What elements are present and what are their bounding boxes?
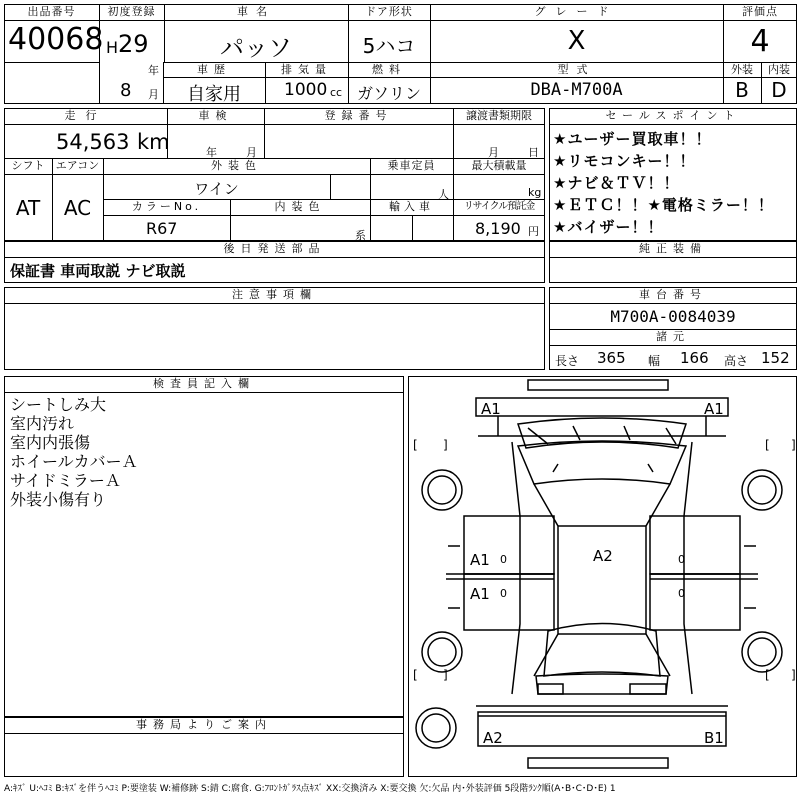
capacity-label: 乗車定員 xyxy=(387,159,436,172)
score-label: 評価点 xyxy=(742,5,778,18)
sales-point-item: ★ユーザー買取車！！ xyxy=(553,130,712,148)
damage-mark-rear-right: B1 xyxy=(704,729,724,747)
year-unit: 年 xyxy=(148,64,159,77)
mileage-unit: km xyxy=(137,130,170,154)
width: 166 xyxy=(680,349,709,367)
first-reg-month: 8 xyxy=(120,80,132,101)
displacement: 1000 xyxy=(284,80,328,100)
inspection-month-unit: 月 xyxy=(246,146,257,159)
chassis-label: 車台番号 xyxy=(639,288,707,301)
bracket-right-icon: [ xyxy=(765,438,770,452)
history-label: 車歴 xyxy=(197,63,231,76)
transfer-day-unit: 日 xyxy=(528,146,539,159)
grade: X xyxy=(567,26,586,56)
damage-mark-roof: A2 xyxy=(593,547,613,565)
damage-mark-left-front-door: A1 xyxy=(470,551,490,569)
length: 365 xyxy=(597,349,626,367)
recycle-label: リサイクル預託金 xyxy=(463,201,535,212)
roof-panel xyxy=(512,442,692,694)
load-unit: kg xyxy=(528,186,542,199)
door-type: 5ハコ xyxy=(362,34,416,58)
lot-no: 40068 xyxy=(8,22,104,57)
door-handle-mark: 0 xyxy=(678,587,685,600)
bracket-left-icon: [ xyxy=(413,668,418,682)
import-label: 輸入車 xyxy=(389,200,434,213)
color-no-label: カラーNo. xyxy=(131,200,202,213)
damage-mark-left-rear-door: A1 xyxy=(470,585,490,603)
displacement-unit: cc xyxy=(330,86,343,99)
right-side-doors xyxy=(650,516,758,630)
inspector-notes xyxy=(10,395,138,509)
parts-value: 保証書 車両取説 ナビ取説 xyxy=(10,262,186,280)
caution-label: 注意事項欄 xyxy=(232,288,317,301)
sales-point-label: セールスポイント xyxy=(605,109,741,122)
car-name-label: 車名 xyxy=(237,5,275,18)
interior-grade: D xyxy=(771,78,787,102)
damage-mark-rear-left: A2 xyxy=(483,729,503,747)
inspection-year-unit: 年 xyxy=(206,146,217,159)
inspector-note: サイドミラーＡ xyxy=(10,471,121,490)
damage-mark-front-right: A1 xyxy=(704,400,724,418)
parts-label: 後日発送部品 xyxy=(223,242,326,255)
sales-point-item: ★リモコンキー！！ xyxy=(553,152,696,170)
sales-point-list xyxy=(553,128,797,238)
door-handle-mark: 0 xyxy=(500,553,507,566)
lot-no-label: 出品番号 xyxy=(27,5,76,18)
shift-label: シフト xyxy=(11,159,45,172)
left-side-doors xyxy=(446,516,554,630)
transfer-month-unit: 月 xyxy=(488,146,499,159)
height: 152 xyxy=(761,349,790,367)
rear-body xyxy=(476,624,728,769)
score: 4 xyxy=(750,24,770,59)
fuel: ガソリン xyxy=(356,84,421,103)
chassis-number: M700A-0084039 xyxy=(610,307,736,326)
ac: AC xyxy=(63,196,92,220)
dimensions-label: 諸元 xyxy=(656,330,690,343)
first-reg-year: 29 xyxy=(118,30,149,58)
office-label: 事務局よりご案内 xyxy=(136,718,272,731)
door-label: ドア形状 xyxy=(365,5,413,18)
hood-and-windshield xyxy=(518,418,686,484)
displacement-label: 排気量 xyxy=(281,63,332,76)
inspector-note: シートしみ大 xyxy=(10,395,107,414)
load-label: 最大積載量 xyxy=(471,159,527,172)
inspection-label: 車検 xyxy=(198,109,233,122)
equipment-label: 純正装備 xyxy=(639,242,707,255)
color-no: R67 xyxy=(146,219,178,238)
door-handle-mark: 0 xyxy=(678,553,685,566)
month-unit: 月 xyxy=(148,88,159,101)
interior-color-label: 内装色 xyxy=(274,200,326,213)
model: DBA-M700A xyxy=(530,80,623,100)
car-name: パッソ xyxy=(220,34,292,62)
sales-point-item: ★ＥＴＣ！！★電格ミラー！！ xyxy=(553,196,774,214)
ac-label: エアコン xyxy=(55,159,100,172)
exterior-grade: B xyxy=(735,78,749,102)
interior-color-unit: 系 xyxy=(355,229,366,242)
mileage: 54,563 xyxy=(56,130,130,154)
interior-label: 内装 xyxy=(768,63,790,76)
first-reg-label: 初度登録 xyxy=(107,5,156,18)
plate-label: 登録番号 xyxy=(324,109,393,122)
recycle-unit: 円 xyxy=(528,225,539,238)
inspector-note: 外装小傷有り xyxy=(10,490,107,509)
damage-mark-front-left: A1 xyxy=(481,400,501,418)
car-body-diagram xyxy=(408,376,797,777)
sales-point-item: ★バイザー！！ xyxy=(553,218,664,236)
inspector-note: 室内汚れ xyxy=(10,414,75,433)
bracket-right-icon: ] xyxy=(791,668,796,682)
door-handle-mark: 0 xyxy=(500,587,507,600)
shift: AT xyxy=(15,196,41,220)
bracket-left-icon: ] xyxy=(443,668,448,682)
length-label: 長さ xyxy=(555,354,580,368)
era: H xyxy=(106,38,119,57)
fuel-label: 燃料 xyxy=(372,63,406,76)
bracket-right-icon: [ xyxy=(765,668,770,682)
legend: A:ｷｽﾞ U:ﾍｺﾐ B:ｷｽﾞを伴うﾍｺﾐ P:要塗装 W:補修跡 S:錆 C:腐食. G:ﾌﾛﾝﾄｶﾞﾗｽ点ｷｽﾞ XX:交換済み X:要交換 欠:欠品 内･外装評価 5段階ﾗﾝｸ順(A･B･C･D･E) 1 xyxy=(4,784,616,794)
front-bumper xyxy=(476,380,728,436)
transfer-label: 譲渡書類期限 xyxy=(466,109,532,122)
model-label: 型式 xyxy=(557,63,596,76)
bracket-right-icon: ] xyxy=(791,438,796,452)
capacity-unit: 人 xyxy=(438,188,449,201)
mileage-label: 走行 xyxy=(64,109,107,122)
sales-point-item: ★ナビ＆ＴＶ！！ xyxy=(553,174,680,192)
exterior-label: 外装 xyxy=(731,63,753,76)
inspector-note: ホイールカバーＡ xyxy=(10,452,138,471)
color: ワイン xyxy=(194,180,239,198)
color-label: 外装色 xyxy=(211,159,262,172)
bracket-left-icon: [ xyxy=(413,438,418,452)
grade-label: グレード xyxy=(534,5,619,18)
inspector-note: 室内内張傷 xyxy=(10,433,91,452)
recycle-fee: 8,190 xyxy=(475,219,521,238)
bracket-left-icon: ] xyxy=(443,438,448,452)
inspector-label: 検査員記入欄 xyxy=(153,377,255,390)
history: 自家用 xyxy=(187,84,241,105)
height-label: 高さ xyxy=(724,354,749,368)
width-label: 幅 xyxy=(648,354,661,368)
